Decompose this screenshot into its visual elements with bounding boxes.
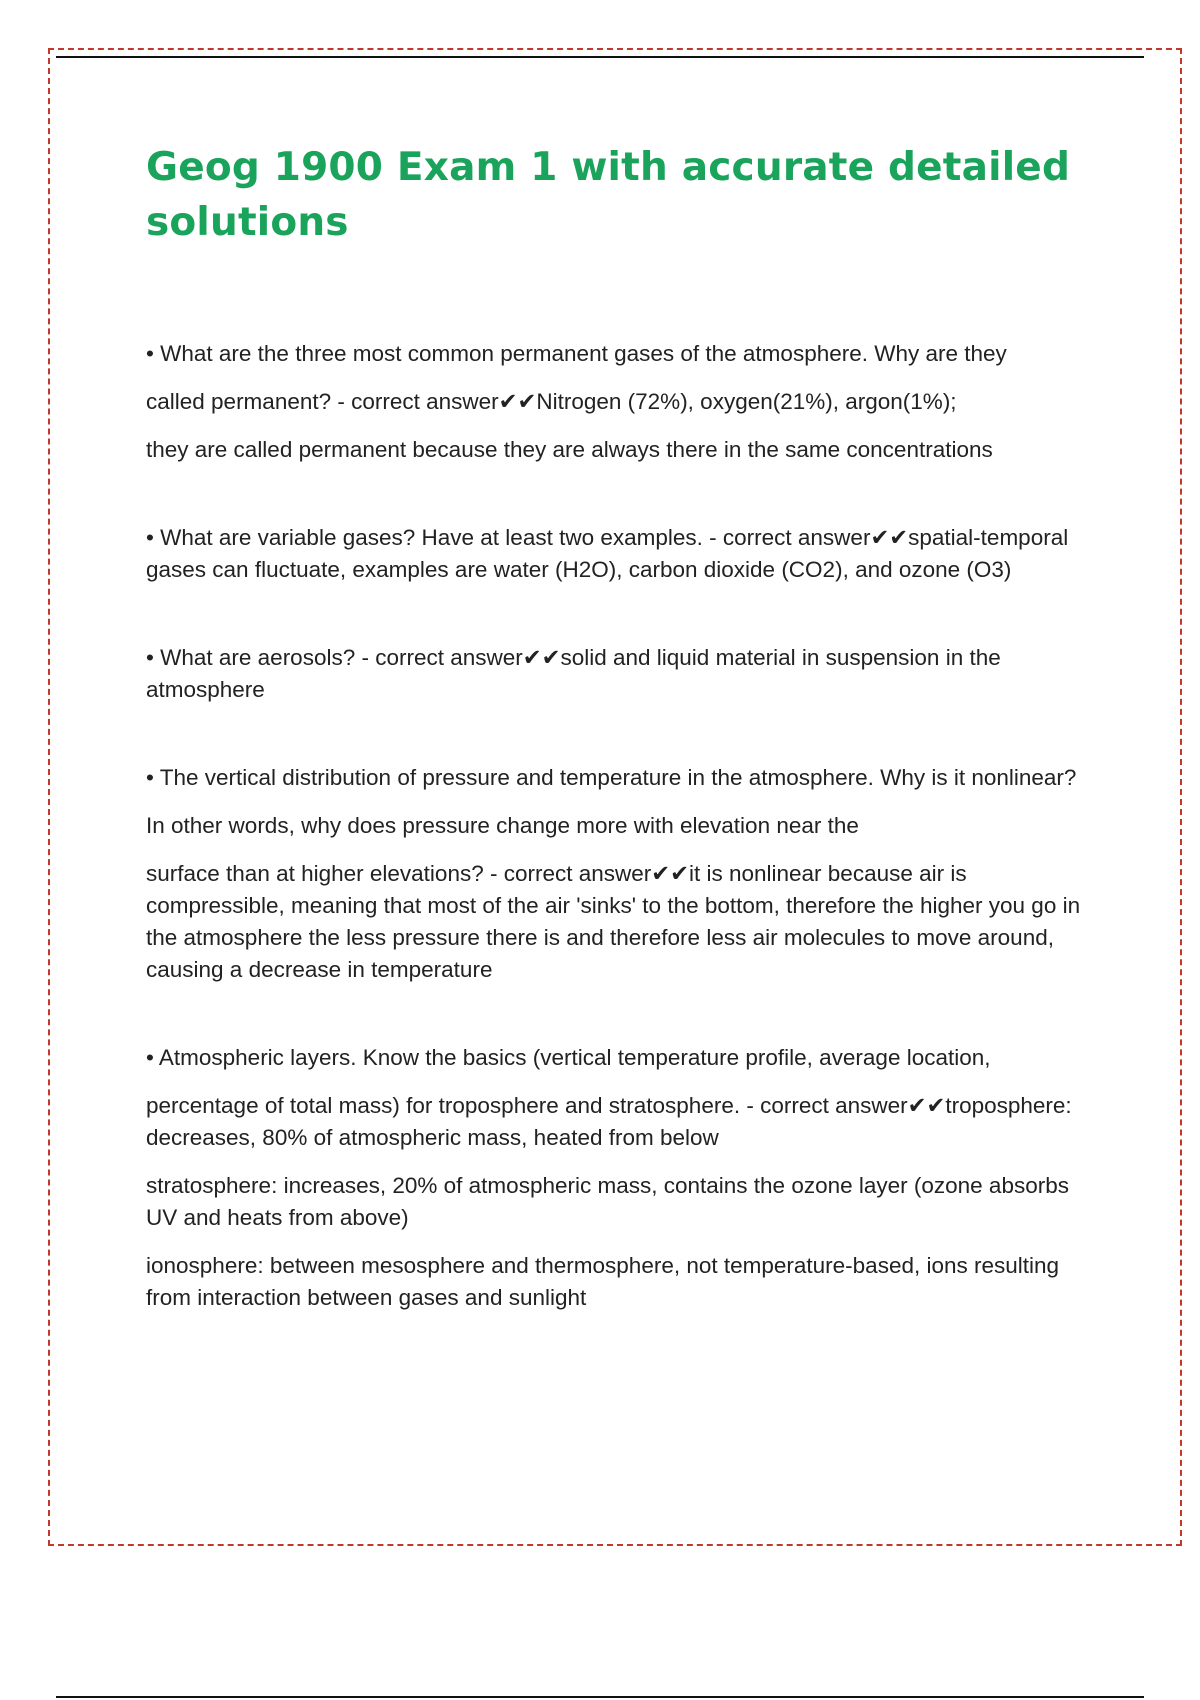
bottom-rule — [56, 1696, 1144, 1698]
question-3-paragraph: • What are aerosols? - correct answer✔✔solid and liquid material in suspension in the atmosphere — [146, 645, 1001, 702]
question-1-paragraph: • What are the three most common permanent gases of the atmosphere. Why are they — [146, 341, 1007, 366]
question-5-paragraph: percentage of total mass) for troposphere and stratosphere. - correct answer✔✔troposphere: decreases, 80% of atmospheric mass, heated from below — [146, 1093, 1072, 1150]
top-rule — [56, 56, 1144, 58]
question-4-paragraph: surface than at higher elevations? - correct answer✔✔it is nonlinear because air is compressible, meaning that most of the air 'sinks' to the bottom, therefore the higher you go in the atmosphere the less pressure there is and therefore less air molecules to move around, causing a decrease in temperature — [146, 861, 1081, 982]
document-title: Geog 1900 Exam 1 with accurate detailed solutions — [146, 145, 1071, 245]
question-2-paragraph: • What are variable gases? Have at least two examples. - correct answer✔✔spatial-temporal gases can fluctuate, examples are water (H2O), carbon dioxide (CO2), and ozone (O3) — [146, 525, 1069, 582]
question-5 — [146, 1042, 1086, 1314]
question-4-paragraph: • The vertical distribution of pressure and temperature in the atmosphere. Why is it nonlinear? — [146, 765, 1077, 790]
document-body — [146, 140, 1086, 1370]
question-1-paragraph: they are called permanent because they are always there in the same concentrations — [146, 437, 993, 462]
question-4 — [146, 762, 1086, 986]
question-5-paragraph: • Atmospheric layers. Know the basics (vertical temperature profile, average location, — [146, 1045, 991, 1070]
question-5-paragraph: ionosphere: between mesosphere and thermosphere, not temperature-based, ions resulting from interaction between gases and sunlight — [146, 1253, 1060, 1310]
question-3 — [146, 642, 1086, 706]
question-1-paragraph: called permanent? - correct answer✔✔Nitrogen (72%), oxygen(21%), argon(1%); — [146, 389, 957, 414]
question-5-paragraph: stratosphere: increases, 20% of atmospheric mass, contains the ozone layer (ozone absorbs UV and heats from above) — [146, 1173, 1069, 1230]
question-4-paragraph: In other words, why does pressure change more with elevation near the — [146, 813, 859, 838]
question-1 — [146, 338, 1086, 466]
question-2 — [146, 522, 1086, 586]
